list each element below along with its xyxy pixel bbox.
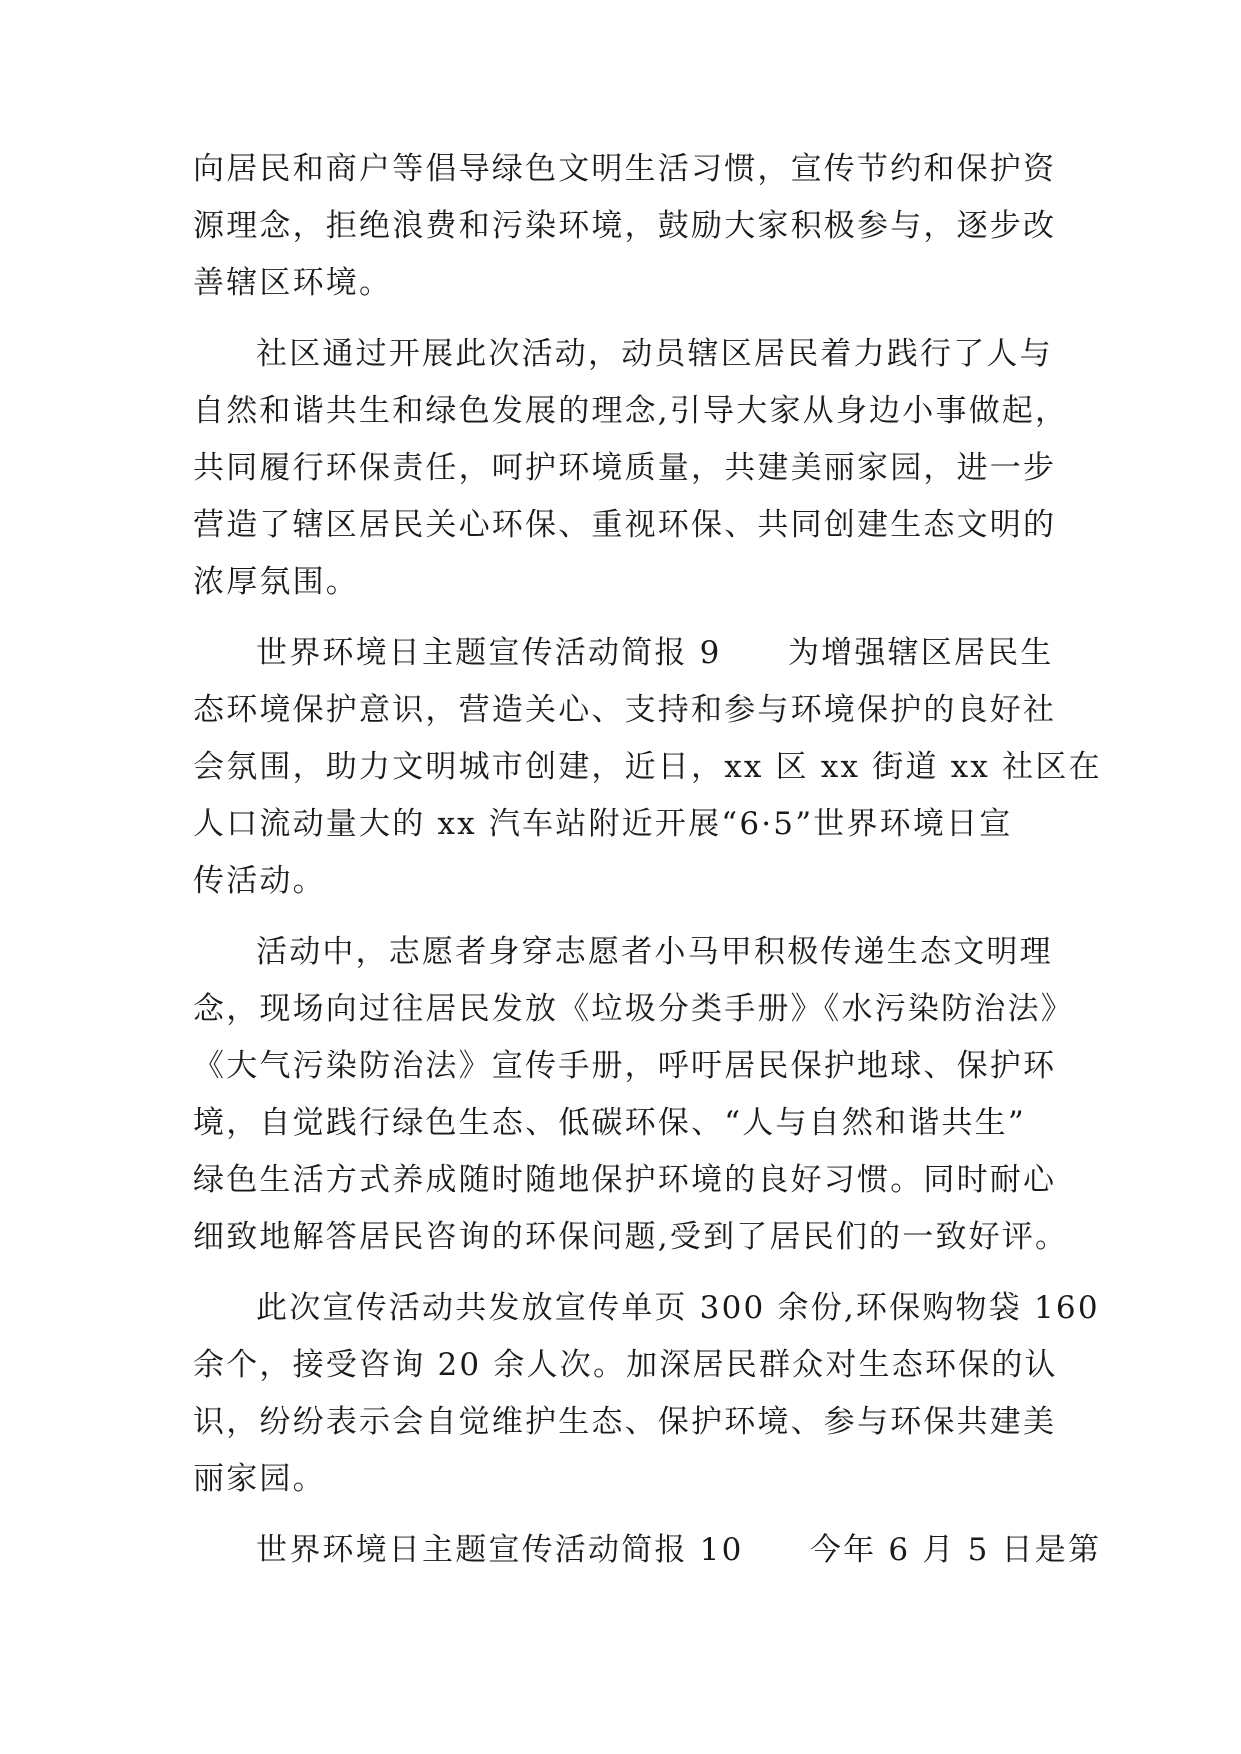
text-line: 人口流动量大的 xx 汽车站附近开展“6·5”世界环境日宣 (193, 806, 1013, 842)
text-line: 细致地解答居民咨询的环保问题,受到了居民们的一致好评。 (193, 1219, 1069, 1255)
text-line: 社区通过开展此次活动，动员辖区居民着力践行了人与 (256, 336, 1053, 372)
text-line: 会氛围，助力文明城市创建，近日，xx 区 xx 街道 xx 社区在 (193, 749, 1102, 785)
text-line: 念，现场向过往居民发放《垃圾分类手册》《水污染防治法》 (193, 991, 1074, 1027)
text-line: 境，自觉践行绿色生态、低碳环保、“人与自然和谐共生” (193, 1105, 1026, 1141)
text-line: 余个，接受咨询 20 余人次。加深居民群众对生态环保的认 (193, 1347, 1058, 1383)
text-line: 世界环境日主题宣传活动简报 10 今年 6 月 5 日是第 (256, 1532, 1102, 1568)
text-line: 丽家园。 (193, 1461, 326, 1497)
text-line: 传活动。 (193, 863, 326, 899)
text-line: 向居民和商户等倡导绿色文明生活习惯，宣传节约和保护资 (193, 151, 1057, 187)
text-line: 《大气污染防治法》宣传手册，呼吁居民保护地球、保护环 (193, 1048, 1057, 1084)
text-line: 浓厚氛围。 (193, 564, 359, 600)
text-line: 识，纷纷表示会自觉维护生态、保护环境、参与环保共建美 (193, 1404, 1057, 1440)
text-line: 绿色生活方式养成随时随地保护环境的良好习惯。同时耐心 (193, 1162, 1057, 1198)
text-line: 活动中，志愿者身穿志愿者小马甲积极传递生态文明理 (256, 934, 1053, 970)
text-line: 源理念，拒绝浪费和污染环境，鼓励大家积极参与，逐步改 (193, 208, 1057, 244)
text-line: 营造了辖区居民关心环保、重视环保、共同创建生态文明的 (193, 507, 1057, 543)
text-line: 自然和谐共生和绿色发展的理念,引导大家从身边小事做起， (193, 393, 1069, 429)
text-line: 共同履行环保责任，呵护环境质量，共建美丽家园，进一步 (193, 450, 1057, 486)
text-line: 善辖区环境。 (193, 265, 393, 301)
text-line: 此次宣传活动共发放宣传单页 300 余份,环保购物袋 160 (256, 1290, 1100, 1326)
text-line: 世界环境日主题宣传活动简报 9 为增强辖区居民生 (256, 635, 1054, 671)
text-line: 态环境保护意识，营造关心、支持和参与环境保护的良好社 (193, 692, 1057, 728)
